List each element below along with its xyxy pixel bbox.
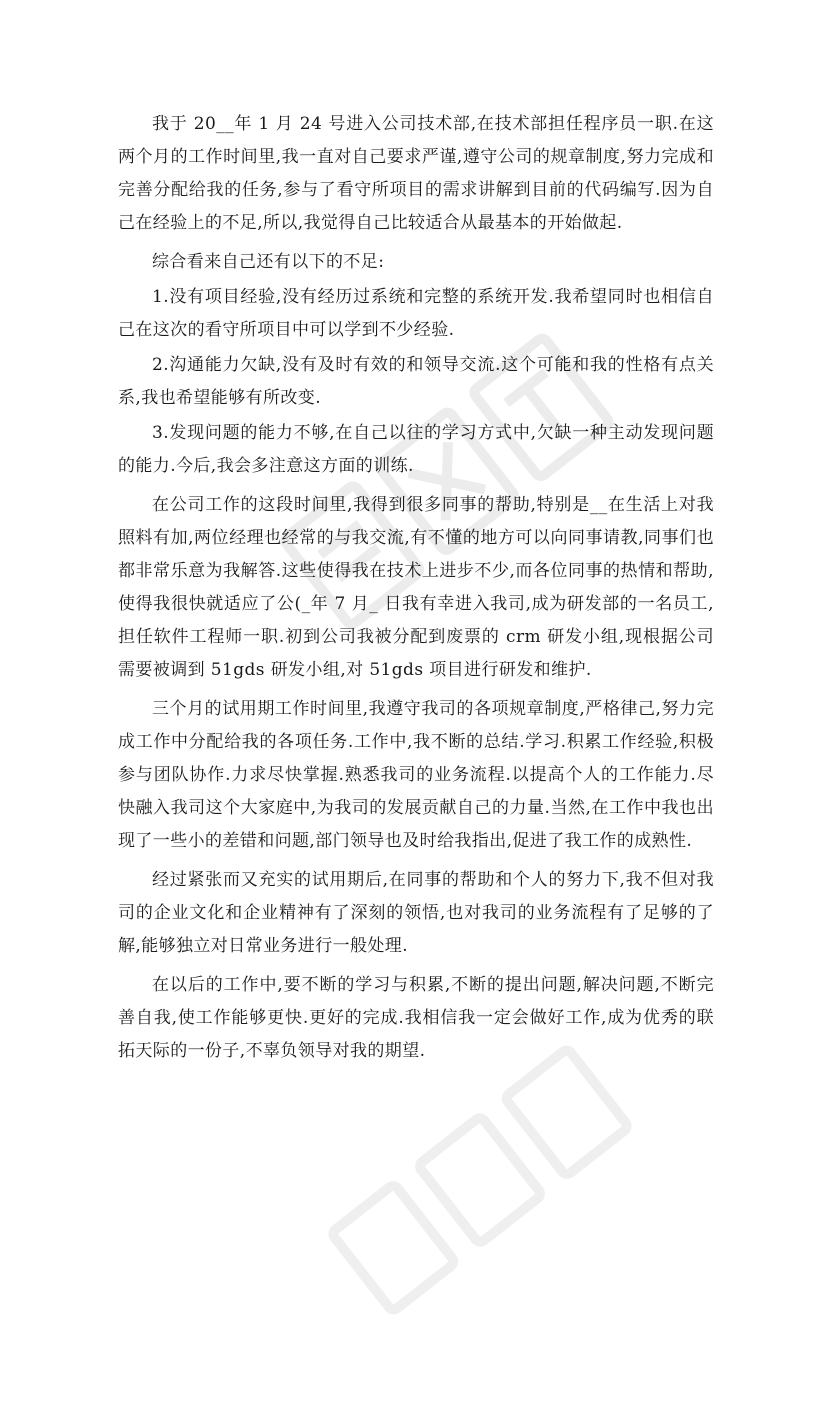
- paragraph-shortcomings-heading: 综合看来自己还有以下的不足:: [152, 252, 385, 272]
- paragraph-understanding: 经过紧张而又充实的试用期后,在同事的帮助和个人的努力下,我不但对我司的企业文化和企业精神有了深刻的领悟,也对我司的业务流程有了足够的了解,能够独立对日常业务进行一般处理.: [118, 870, 714, 956]
- paragraph-shortcoming-3: 3.发现问题的能力不够,在自己以往的学习方式中,欠缺一种主动发现问题的能力.今后,我会多注意这方面的训练.: [118, 423, 714, 476]
- paragraph-shortcoming-1: 1.没有项目经验,没有经历过系统和完整的系统开发.我希望同时也相信自己在这次的看守所项目中可以学到不少经验.: [118, 287, 714, 340]
- paragraph-intro: 我于 20__年 1 月 24 号进入公司技术部,在技术部担任程序员一职.在这两个月的工作时间里,我一直对自己要求严谨,遵守公司的规章制度,努力完成和完善分配给我的任务,参与了看守所项目的需求讲解到目前的代码编写.因为自己在经验上的不足,所以,我觉得自己比较适合从最基本的开始做起.: [118, 114, 714, 233]
- document-body: [118, 108, 714, 1074]
- paragraph-probation: 三个月的试用期工作时间里,我遵守我司的各项规章制度,严格律己,努力完成工作中分配给我的各项任务.工作中,我不断的总结.学习.积累工作经验,积极参与团队协作.力求尽快掌握.熟悉我司的业务流程.以提高个人的工作能力.尽快融入我司这个大家庭中,为我司的发展贡献自己的力量.当然,在工作中我也出现了一些小的差错和问题,部门领导也及时给我指出,促进了我工作的成熟性.: [118, 699, 714, 851]
- paragraph-colleagues: 在公司工作的这段时间里,我得到很多同事的帮助,特别是__在生活上对我照料有加,两位经理也经常的与我交流,有不懂的地方可以向同事请教,同事们也都非常乐意为我解答.这些使得我在技术上进步不少,而各位同事的热情和帮助,使得我很快就适应了公(_年 7 月_ 日我有幸进入我司,成为研发部的一名员工,担任软件工程师一职.初到公司我被分配到废票的 crm 研发小组,现根据公司需要被调到 51gds 研发小组,对 51gds 项目进行研发和维护.: [118, 495, 714, 680]
- paragraph-shortcoming-2: 2.沟通能力欠缺,没有及时有效的和领导交流.这个可能和我的性格有点关系,我也希望能够有所改变.: [118, 355, 714, 408]
- paragraph-future: 在以后的工作中,要不断的学习与积累,不断的提出问题,解决问题,不断完善自我,使工作能够更快.更好的完成.我相信我一定会做好工作,成为优秀的联拓天际的一份子,不辜负领导对我的期望.: [118, 975, 714, 1061]
